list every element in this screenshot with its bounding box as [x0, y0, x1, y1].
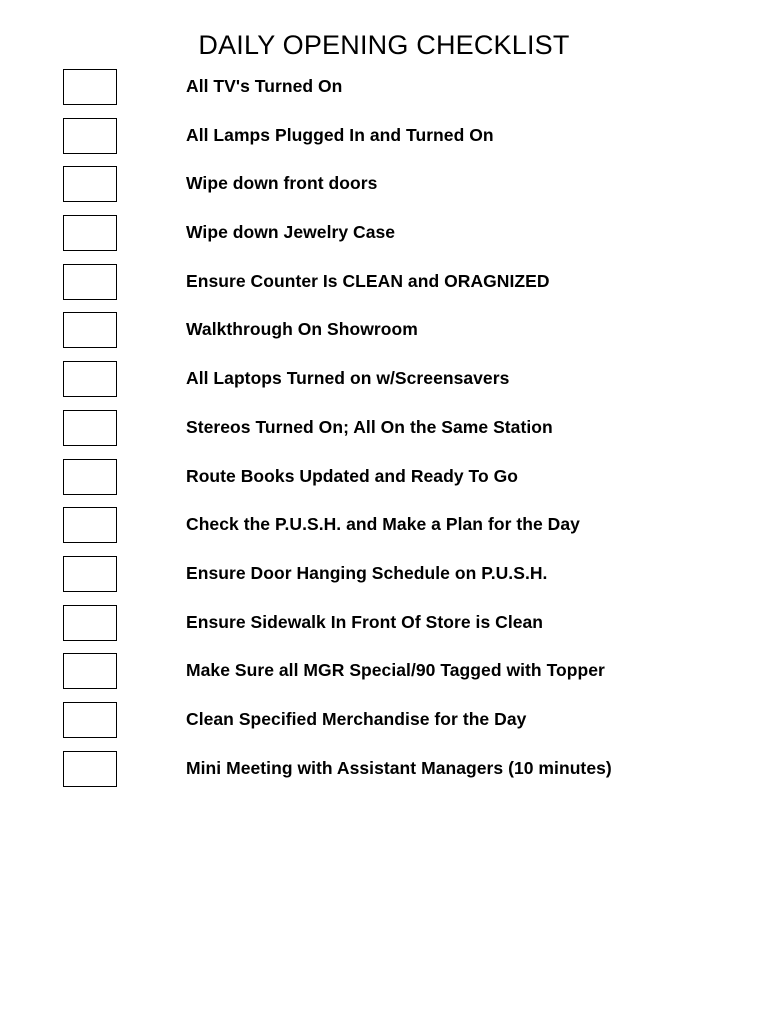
checkbox[interactable] [63, 361, 117, 397]
checkbox[interactable] [63, 410, 117, 446]
checkbox[interactable] [63, 507, 117, 543]
checkbox[interactable] [63, 264, 117, 300]
checkbox[interactable] [63, 215, 117, 251]
checkbox[interactable] [63, 556, 117, 592]
checklist-item [0, 117, 768, 166]
checkbox[interactable] [63, 459, 117, 495]
checklist-item-label: Ensure Counter Is CLEAN and ORAGNIZED [186, 270, 550, 291]
checklist-item-label: Check the P.U.S.H. and Make a Plan for the Day [186, 514, 580, 535]
checklist-item [0, 458, 768, 507]
checklist-item-label: Wipe down Jewelry Case [186, 222, 396, 243]
checklist-item [0, 701, 768, 750]
checkbox[interactable] [63, 702, 117, 738]
checklist-item [0, 604, 768, 653]
checklist-item [0, 409, 768, 458]
checklist-item-label: Ensure Sidewalk In Front Of Store is Clean [186, 611, 544, 632]
checklist-item [0, 506, 768, 555]
checkbox[interactable] [63, 118, 117, 154]
checkbox[interactable] [63, 653, 117, 689]
checklist-item-label: All TV's Turned On [186, 76, 343, 96]
checkbox[interactable] [63, 69, 117, 105]
checklist-item-label: Stereos Turned On; All On the Same Station [186, 416, 553, 437]
checklist-item-label: Ensure Door Hanging Schedule on P.U.S.H. [186, 562, 548, 583]
page-title: DAILY OPENING CHECKLIST [198, 30, 570, 60]
checklist-item [0, 165, 768, 214]
checklist-item-label: Make Sure all MGR Special/90 Tagged with Topper [186, 660, 605, 681]
checklist-item [0, 750, 768, 799]
checkbox[interactable] [63, 751, 117, 787]
checkbox[interactable] [63, 166, 117, 202]
checklist-item [0, 68, 768, 117]
checkbox[interactable] [63, 312, 117, 348]
checklist-item-label: Clean Specified Merchandise for the Day [186, 708, 527, 729]
checklist-item-label: Wipe down front doors [186, 173, 378, 194]
checklist-item [0, 555, 768, 604]
checklist-item [0, 263, 768, 312]
checklist-item-label: All Laptops Turned on w/Screensavers [186, 368, 510, 389]
checkbox[interactable] [63, 605, 117, 641]
checklist-item-label: Mini Meeting with Assistant Managers (10 minutes) [186, 757, 612, 778]
checklist-item-label: Walkthrough On Showroom [186, 319, 418, 340]
checklist-item [0, 360, 768, 409]
checklist [0, 68, 768, 798]
checklist-item [0, 214, 768, 263]
checklist-item [0, 311, 768, 360]
checklist-item-label: Route Books Updated and Ready To Go [186, 465, 519, 486]
checklist-item-label: All Lamps Plugged In and Turned On [186, 124, 494, 145]
checklist-item [0, 652, 768, 701]
